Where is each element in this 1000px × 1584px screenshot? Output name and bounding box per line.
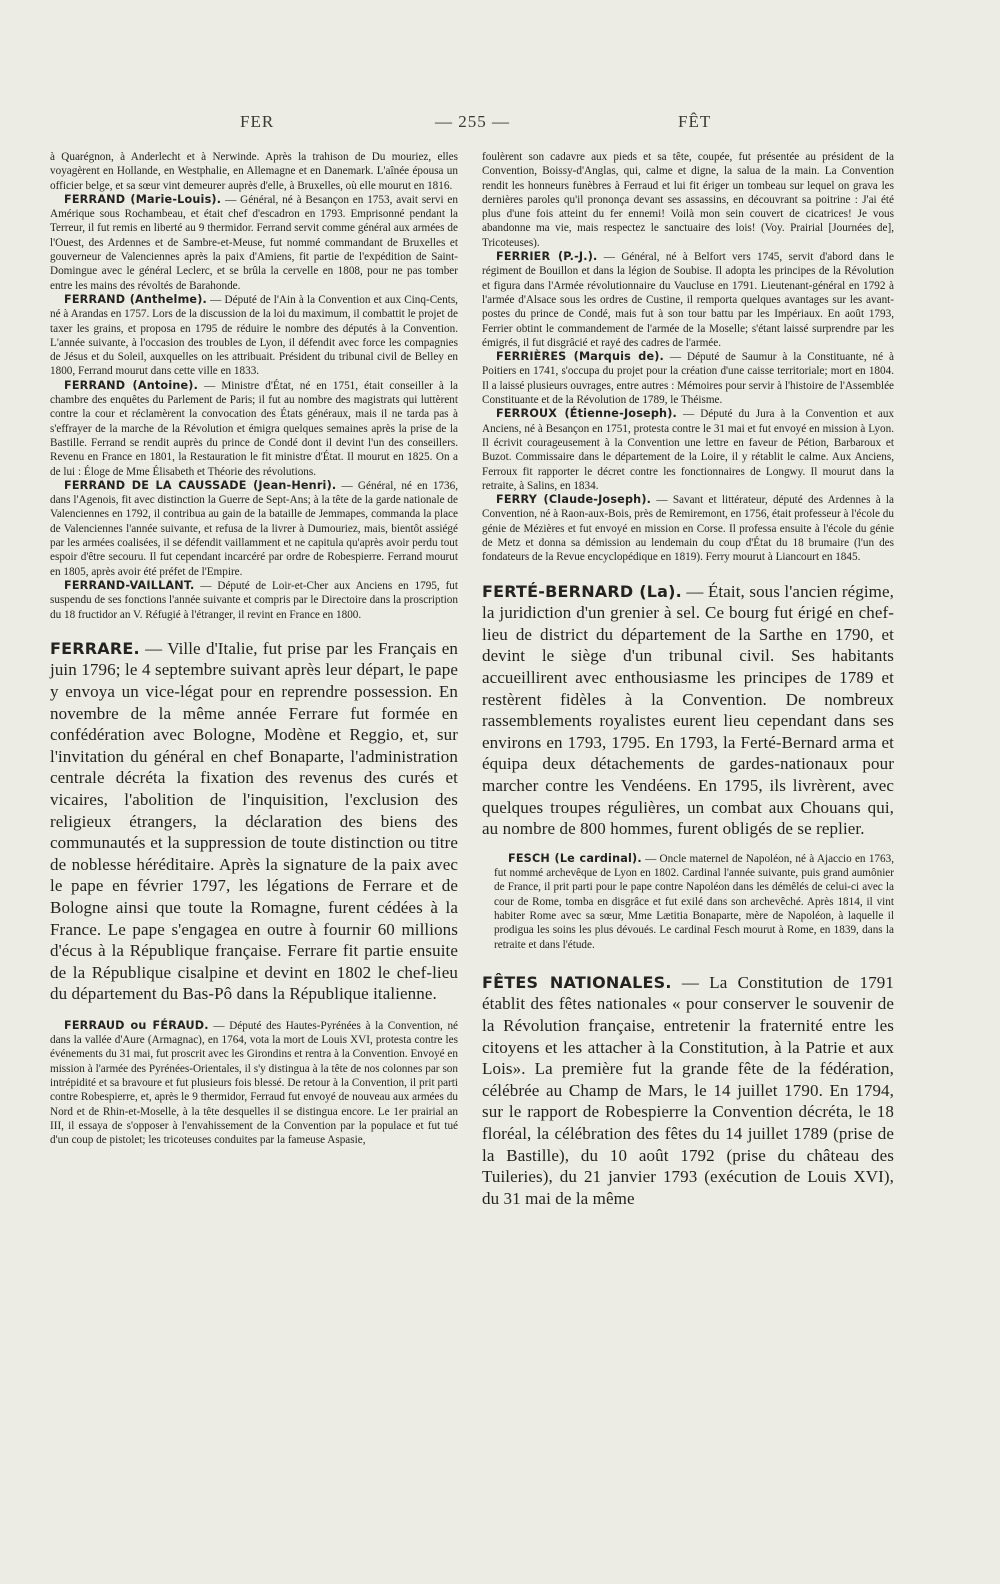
entry-text: — Général, né à Besançon en 1753, avait servi en Amérique sous Rochambeau, et était chef d'escadron en 1793. Emprisonné pendant la Terreur, il fut remis en liberté au 9 thermidor. Ferrand servit comme général aux armées de l'Ouest, des Ardennes et de Sambre-et-Meuse, fut nommé commandant de Bruxelles et gouverneur de Valenciennes après la paix d'Amiens, fit partie de l'expédition de Saint-Domingue avec le général Leclerc, et se brûla la cervelle en 1808, pour ne pas tomber entre les mains des révoltés de Barahonde. xyxy=(50,193,458,292)
entry-text: — Général, né à Belfort vers 1745, servit d'abord dans le régiment de Bouillon et dans la légion de Soubise. Il adopta les principes de la Révolution et figura dans l'Armée révolutionnaire du Vaucluse en 1791. Lieutenant-général en 1792 à l'armée d'Alsace sous les ordres de Custine, il remporta quelques avantages sur les avant-postes du prince de Condé, mais fut à son tour battu par les Impériaux. En août 1793, Ferrier obtint le commandement de l'armée de la Moselle; s'étant laissé surprendre par les émigrés, il fut disgrâcié et rayé des cadres de l'armée. xyxy=(482,251,894,349)
left-column xyxy=(50,150,458,1148)
entry-ferrand-marie-louis xyxy=(50,193,458,293)
right-column xyxy=(482,150,894,1209)
entry-headword: FÊTES NATIONALES. xyxy=(482,972,672,992)
entry-text: — Député des Hautes-Pyrénées à la Convention, né dans la vallée d'Aure (Armagnac), en 1764, vota la mort de Louis XVI, protesta contre les événements du 31 mai, fut proscrit avec les Girondins et rentra à la Convention. Envoyé en mission à l'armée des Pyrénées-Orientales, il s'y distingua à la tête de nos colonnes par son intrépidité et sa bravoure et fut plusieurs fois blessé. De retour à la Convention, il prit parti contre Robespierre, et, après le 9 thermidor, Ferraud fut envoyé de nouveau aux armées du Nord et de Rhin-et-Moselle, à la tête desquelles il se distingua encore. Le 1er prairial an III, il essaya de s'opposer à l'envahissement de la Convention par la populace et fut tué d'un coup de pistolet; les tricoteuses conduites par la fameuse Aspasie, xyxy=(50,1019,458,1147)
entry-ferrieres xyxy=(482,350,894,407)
running-head-right: FÊT xyxy=(678,112,712,131)
entry-headword: FERRARE. xyxy=(50,638,140,658)
entry-text: — Ville d'Italie, fut prise par les Français en juin 1796; le 4 septembre suivant après leur départ, le pape y envoya un vice-légat pour en reprendre possession. En novembre de la même année Ferrare fut formée en confédération avec Bologne, Modène et Reggio, et, sur l'invitation du général en chef Bonaparte, l'administration centrale décréta la fixation des revenus des curés et vicaires, l'abolition de l'inquisition, l'exclusion des religieux étrangers, la déclaration des biens des communautés et la suppression de toute distinction ou titre de noblesse héréditaire. Après la signature de la paix avec le pape en février 1797, les légations de Ferrare et de Bologne ainsi que toute la Romagne, furent cédées à la France. Le pape s'engagea en outre à fournir 60 millions d'écus à la République française. Ferrare fit partie ensuite de la République cisalpine et devint en 1802 le chef-lieu du département du Bas-Pô dans la République italienne. xyxy=(50,638,458,1004)
entry-ferrier xyxy=(482,250,894,350)
entry-ferrand-vaillant xyxy=(50,579,458,622)
entry-continuation xyxy=(50,150,458,193)
entry-headword: FERROUX (Étienne-Joseph). xyxy=(496,407,677,421)
entry-text: — Député de Saumur à la Constituante, né à Poitiers en 1741, s'occupa du projet pour la création d'une caisse territoriale; mort en 1804. Il a laissé plusieurs ouvrages, entre autres : Mémoires pour servir à l'histoire de l'Assemblée Constituante et de la Révolution de 1789, le Théisme. xyxy=(482,351,894,407)
entry-ferroux xyxy=(482,407,894,493)
entry-text: — Député de l'Ain à la Convention et aux Cinq-Cents, né à Arandas en 1757. Lors de la discussion de la loi du maximum, il combattit le projet de taxer les grains, et proposa en 1795 de réduire le nombre des députés à la Convention. L'année suivante, à l'occasion des troubles de Lyon, il défendit avec force les compagnies de Jésus et du Soleil, auxquelles on les attribuait. Président du tribunal civil de Belley en 1800, Ferrand mourut dans cette ville en 1833. xyxy=(50,293,458,378)
entry-text: — Député du Jura à la Convention et aux Anciens, né à Besançon en 1751, protesta contre le 31 mai et fut envoyé en mission à Lyon. Il écrivit courageusement à la Convention une lettre en faveur de Pétion, Barbaroux et Buzot. Commissaire dans le département de la Loire, il y rétablit le calme. Aux Anciens, Ferroux fit rapporter le décret contre les fonctionnaires de Longwy. Il mourut dans la retraite, à Salins, en 1834. xyxy=(482,408,895,492)
page-number: — 255 — xyxy=(435,112,510,131)
entry-text: — Oncle maternel de Napoléon, né à Ajaccio en 1763, fut nommé archevêque de Lyon en 1802. Cardinal l'année suivante, puis grand aumônier de France, il prit parti pour le pape contre Napoléon dans les démêlés de celui-ci avec la cour de Rome, tomba en disgrâce et fut exilé dans son archevêché. Après 1814, il vint habiter Rome avec sa sœur, Mme Lætitia Bonaparte, mère de Napoléon, à laquelle il prodigua les soins les plus dévoués. Le cardinal Fesch mourut à Rome, en 1839, dans la retraite et dans l'étude. xyxy=(494,852,894,951)
entry-headword: FESCH (Le cardinal). xyxy=(508,851,642,865)
entry-headword: FERRAUD ou FÉRAUD. xyxy=(64,1018,209,1032)
running-head-left: FER xyxy=(240,112,275,131)
entry-text: — Était, sous l'ancien régime, la juridiction d'un grenier à sel. Ce bourg fut érigé en chef-lieu de district du département de la Sarthe en 1790, et devint le siège d'un tribunal civil. Ses habitants accueillirent avec enthousiasme les principes de 1789 et restèrent fidèles à la Convention. De nombreux rassemblements royalistes eurent lieu cependant dans ses environs en 1793, 1795. En 1793, la Ferté-Bernard arma et équipa deux détachements de gardes-nationaux pour marcher contre les Vendéens. En 1795, ils livrèrent, avec quelques troupes régulières, un combat aux Chouans qui, au nombre de 800 hommes, furent obligés de se replier. xyxy=(482,581,894,839)
entry-headword: FERTÉ-BERNARD (La). xyxy=(482,581,682,601)
entry-headword: FERRAND-VAILLANT. xyxy=(64,578,195,592)
entry-ferte-bernard xyxy=(482,581,894,840)
entry-continuation xyxy=(482,150,894,250)
entry-headword: FERRY (Claude-Joseph). xyxy=(496,493,652,507)
entry-headword: FERRAND (Marie-Louis). xyxy=(64,192,222,206)
entry-ferrare xyxy=(50,638,458,1005)
entry-text: — Député de Loir-et-Cher aux Anciens en 1795, fut suspendu de ses fonctions l'année suivante et compris par le Directoire dans la proscription du 18 fructidor an V. Réfugié à l'étranger, il revint en France en 1800. xyxy=(50,579,458,621)
entry-text: foulèrent son cadavre aux pieds et sa tête, coupée, fut présentée au président de la Convention, Boissy-d'Anglas, qui, calme et digne, la salua de la main. La Convention rendit les honneurs funèbres à Ferraud et lui fit ériger un tombeau sur lequel on grava les dernières paroles qu'il prononça devant ses assassins, en découvrant sa poitrine : J'ai été plus d'une fois atteint du fer ennemi! Voilà mon sein couvert de cicatrices! Je vous abandonne ma vie, mais respectez le sanctuaire des lois! (Voy. Prairial [Journées de], Tricoteuses). xyxy=(482,151,894,249)
entry-fesch xyxy=(494,852,894,952)
running-head xyxy=(0,112,1000,136)
entry-ferrand-de-la-caussade xyxy=(50,479,458,579)
entry-text: à Quarégnon, à Anderlecht et à Nerwinde. Après la trahison de Du mouriez, elles voyagèrent en Hollande, en Westphalie, en Allemagne et en Danemark. L'aînée épousa un officier belge, et sa sœur vint demeurer auprès d'elle, à Bruxelles, où elle mourut en 1816. xyxy=(50,151,458,192)
entry-headword: FERRAND (Anthelme). xyxy=(64,292,207,306)
entry-headword: FERRAND (Antoine). xyxy=(64,378,199,392)
entry-text: — Ministre d'État, né en 1751, était conseiller à la chambre des enquêtes du Parlement de Paris; il fut au nombre des magistrats qui luttèrent contre la cour et réclamèrent la convocation des États généraux, mais il ne tarda pas à s'effrayer de la marche de la Révolution et émigra quelques semaines après la prise de la Bastille. Ferrand se rendit auprès du prince de Condé dont il devint l'un des conseillers. Revenu en France en 1801, la Restauration le fit ministre d'État. Il mourut en 1825. On a de lui : Éloge de Mme Élisabeth et Théorie des révolutions. xyxy=(50,379,458,478)
entry-text: — La Constitution de 1791 établit des fêtes nationales « pour conserver le souvenir de la Révolution française, entretenir la fraternité entre les citoyens et les attacher à la Constitution, à la Patrie et aux Lois». La première fut la grande fête de la fédération, célébrée au Champ de Mars, le 14 juillet 1790. En 1794, sur le rapport de Robespierre la Convention décréta, le 18 floréal, la célébration des fêtes du 14 juillet 1789 (prise de la Bastille), du 10 août 1792 (prise du château des Tuileries), du 21 janvier 1793 (exécution de Louis XVI), du 31 mai de la même xyxy=(482,972,894,1208)
entry-ferry xyxy=(482,493,894,564)
entry-headword: FERRIER (P.-J.). xyxy=(496,250,598,264)
entry-text: — Savant et littérateur, député des Ardennes à la Convention, né à Raon-aux-Bois, près de Remiremont, en 1756, était professeur à l'école du génie de Mézières et fut envoyé en mission en Corse. Il professa ensuite à l'école du génie de Metz et donna sa démission au lendemain du coup d'État du 18 brumaire (l'un des fondateurs de la Revue encyclopédique en 1819). Ferry mourut à Liancourt en 1845. xyxy=(482,494,894,564)
entry-headword: FERRIÈRES (Marquis de). xyxy=(496,350,664,364)
entry-headword: FERRAND DE LA CAUSSADE (Jean-Henri). xyxy=(64,478,337,492)
entry-ferrand-antoine xyxy=(50,379,458,479)
entry-ferrand-anthelme xyxy=(50,293,458,379)
entry-fetes-nationales xyxy=(482,972,894,1210)
entry-text: — Général, né en 1736, dans l'Agenois, fit avec distinction la Guerre de Sept-Ans; à la tête de la garde nationale de Valenciennes en 1792, il contribua au gain de la bataille de Jemmapes, commanda la place de Valenciennes l'année suivante, et refusa de la livrer à Dumouriez, mais, bientôt assiégé par les armées coalisées, il se défendit vaillamment et ne capitula qu'après avoir perdu tout espoir d'être secouru. Il fut cependant incarcéré par ordre de Robespierre. Ferrand mourut en 1805, après avoir été préfet de l'Empire. xyxy=(50,479,458,578)
entry-ferraud xyxy=(50,1019,458,1148)
